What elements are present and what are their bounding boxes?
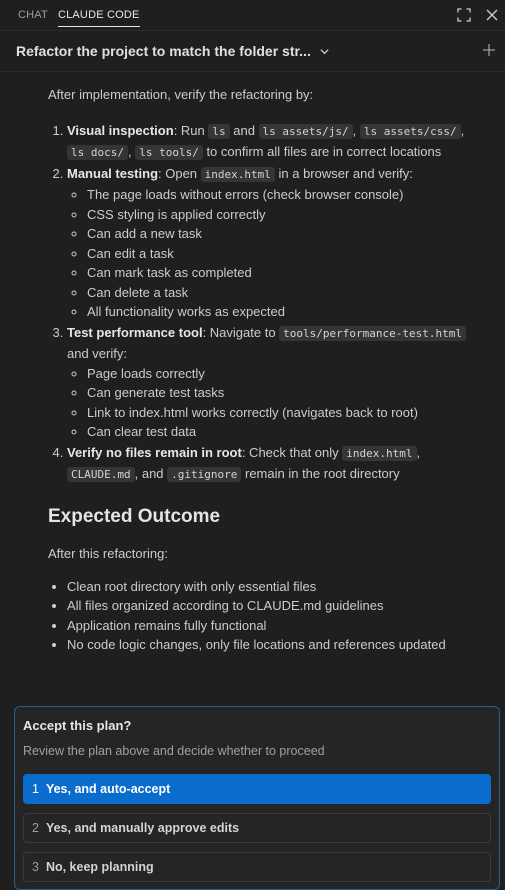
list-item: ◦ Can add a new task <box>87 224 483 244</box>
verify-intro: After implementation, verify the refactoring by: <box>48 87 314 102</box>
code-snippet: index.html <box>201 167 275 182</box>
step-text: , <box>416 444 421 460</box>
code-snippet: ls tools/ <box>135 145 203 160</box>
step-performance-tool <box>67 323 483 442</box>
expand-icon[interactable] <box>457 8 471 22</box>
step-title: Verify no files remain in root <box>67 444 242 460</box>
list-item: ◦ CSS styling is applied correctly <box>87 205 483 225</box>
step-manual-testing <box>67 164 483 322</box>
option-auto-accept[interactable] <box>23 774 491 804</box>
step-text: to confirm all files are in correct locations <box>202 144 442 159</box>
plan-content <box>0 70 505 655</box>
performance-checklist <box>67 364 483 442</box>
step-text: in a browser and verify: <box>274 166 413 181</box>
code-snippet: index.html <box>342 446 416 461</box>
conversation-title[interactable]: Refactor the project to match the folder str... <box>16 43 311 59</box>
tab-chat[interactable]: CHAT <box>18 9 48 21</box>
list-item: ◦ Can mark task as completed <box>87 263 483 283</box>
code-snippet: .gitignore <box>167 467 241 482</box>
list-item: ◦ All functionality works as expected <box>87 302 483 322</box>
code-snippet: tools/performance-test.html <box>279 326 466 341</box>
step-visual-inspection <box>67 121 483 163</box>
manual-testing-checklist <box>67 185 483 322</box>
step-text: : Open <box>158 166 201 181</box>
list-item: • All files organized according to CLAUDE.md guidelines <box>67 596 483 616</box>
step-verify-root <box>67 443 483 485</box>
list-item: ◦ Can delete a task <box>87 283 483 303</box>
code-snippet: ls <box>208 124 229 139</box>
list-item: • No code logic changes, only file locations and references updated <box>67 635 483 655</box>
option-keep-planning[interactable] <box>23 852 491 882</box>
option-label: Yes, and manually approve edits <box>45 821 240 835</box>
step-text: , <box>127 144 136 159</box>
step-text: and <box>229 123 259 138</box>
option-label: Yes, and auto-accept <box>45 782 171 796</box>
conversation-header <box>0 31 505 72</box>
list-item: • Application remains fully functional <box>67 616 483 636</box>
verification-steps <box>48 121 483 485</box>
list-item: • Clean root directory with only essential files <box>67 577 483 597</box>
option-manual-approve[interactable] <box>23 813 491 843</box>
step-title: Test performance tool <box>67 324 203 340</box>
step-text: : Navigate to <box>202 324 280 340</box>
option-number: 1 <box>32 782 39 796</box>
accept-plan-panel <box>14 706 500 890</box>
outcome-intro: After this refactoring: <box>48 545 168 561</box>
step-title: Manual testing <box>67 166 159 181</box>
panel-description: Review the plan above and decide whether to proceed <box>23 744 325 758</box>
plus-icon[interactable] <box>483 44 495 56</box>
code-snippet: ls assets/js/ <box>259 124 353 139</box>
tab-bar <box>0 0 505 31</box>
chevron-down-icon[interactable] <box>319 46 330 57</box>
expected-outcome-heading: Expected Outcome <box>48 505 221 527</box>
step-text: and verify: <box>67 345 127 361</box>
code-snippet: CLAUDE.md <box>67 467 135 482</box>
panel-title: Accept this plan? <box>23 718 132 733</box>
step-text: , and <box>134 465 168 481</box>
list-item: ◦ Page loads correctly <box>87 364 483 384</box>
option-number: 2 <box>32 821 39 835</box>
list-item: ◦ Can edit a task <box>87 244 483 264</box>
step-title: Visual inspection <box>67 123 174 138</box>
step-text: : Check that only <box>241 444 343 460</box>
tab-claude-code[interactable]: CLAUDE CODE <box>58 0 140 30</box>
list-item: ◦ The page loads without errors (check browser console) <box>87 185 483 205</box>
step-text: , <box>352 123 360 138</box>
list-item: ◦ Link to index.html works correctly (navigates back to root) <box>87 403 483 423</box>
outcome-list <box>48 577 483 655</box>
step-text: : Run <box>173 123 209 138</box>
step-text: , <box>460 123 465 138</box>
step-text: remain in the root directory <box>241 465 400 481</box>
list-item: ◦ Can clear test data <box>87 422 483 442</box>
list-item: ◦ Can generate test tasks <box>87 383 483 403</box>
close-icon[interactable] <box>485 8 499 22</box>
code-snippet: ls docs/ <box>67 145 128 160</box>
option-number: 3 <box>32 860 39 874</box>
option-label: No, keep planning <box>45 860 154 874</box>
code-snippet: ls assets/css/ <box>360 124 461 139</box>
tab-actions <box>457 0 499 30</box>
